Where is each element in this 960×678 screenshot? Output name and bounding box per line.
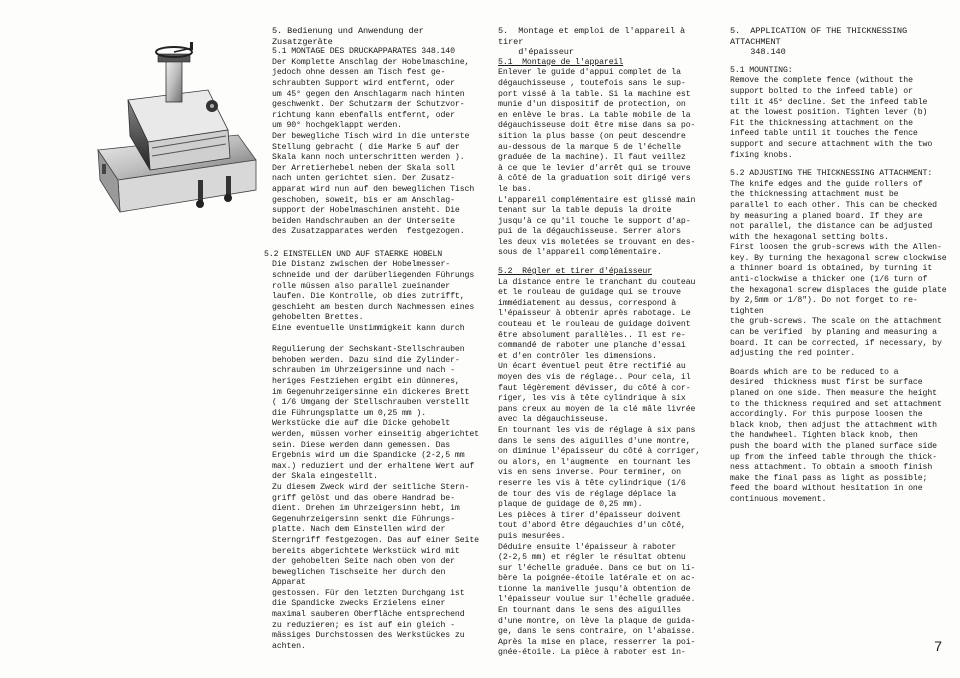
french-column: [498, 26, 713, 659]
english-section-5-2-title: 5.2 ADJUSTING THE THICKNESSING ATTACHMENT:: [730, 169, 933, 179]
german-section-5-2-title: 5.2 EINSTELLEN UND AUF STAERKE HOBELN: [264, 249, 443, 259]
english-section-5-2-body: The knife edges and the guide rollers of the thicknessing attachment must be parallel to each other. This can be checked by measuring a planed board. If they are not parallel, the distance can be adjusted with the hexagonal setting bolts. First loosen the grub-screws with the Allen- key. By turning the hexagonal screw clockwise a thinner board is obtained, by turning it anti-clockwise a thicker one (1/6 turn of the hexagonal screw displaces the guide plate by 2,5mm or 1/8"). Do not forget to re-tighten the grub-screws. The scale on the attachment can be verified by planing and measuring a board. It can be corrected, if necessary, by adjusting the red pointer.: [730, 179, 947, 359]
german-section-5-1-body: Der Komplette Anschlag der Hobelmaschine, jedoch ohne dessen am Tisch fest ge- schraubten Support wird entfernt, oder um 45° gegen den Anschlagarm nach hinten geschwenkt. Der Schutzarm der Schutzvor- richtung kann ebenfalls entfernt, oder um 90° hochgeklappt werden. Der bewegliche Tisch wird in die unterste Stellung gebracht ( die Marke 5 auf der Skala kann noch unterschritten werden ). Der Arretierhebel neben der Skala soll nach unten gerichtet sien. Der Zusatz- apparat wird nun auf den beweglichen Tisch geschoben, soweit, bis er am Anschlag- support der Hobelmaschinen ansteht. Die beiden Handschrauben an der Unterseite des Zusatzapparates werden festgezogen.: [272, 57, 475, 237]
thicknessing-attachment-photo: [88, 40, 258, 215]
english-section-5-1-title: 5.1 MOUNTING:: [730, 65, 793, 75]
german-section-5-1-title: 5.1 MONTAGE DES DRUCKAPPARATES 348.140: [272, 47, 455, 57]
french-section-5-2-body: La distance entre le tranchant du couteau et le rouleau de guidage qui se trouve immédiatement au dessus, correspond à l'épaisseur à obtenir après rabotage. Le couteau et le rouleau de guidage doivent être absolument parallèles.. Il est re- commandé de raboter une planche d'essai et d'en contrôler les dimensions. Un écart éventuel peut être rectifié au moyen des vis de réglage.. Pour cela, il faut légèrement dévisser, du côté à cor- riger, les vis à tête cylindrique à six pans creux au moyen de la clé mâle livrée avec la dégauchisseuse. En tournant les vis de réglage à six pans dans le sens des aiguilles d'une montre, on diminue l'épaisseur du côté à corriger, ou alors, en l'augmente en tournant les vis en sens inverse. Pour terminer, on reserre les vis à tête cylindrique (1/6 de tour des vis de réglage déplace la plaque de guidage de 0,25 mm). Les pièces à tirer d'épaisseur doivent tout d'abord être dégauchies d'un côté, puis mesurées. Déduire ensuite l'épaisseur à raboter (2-2,5 mm) et régler le résultat obtenu sur l'échelle graduée. Dans ce but on li- bère la poignée-étoile latérale et on ac- tionne la manivelle jusqu'à obtention de l'épaisseur voulue sur l'échelle graduée. En tournant dans le sens des aiguilles d'une montre, on lève la plaque de guida- ge, dans le sens contraire, on l'abaisse. Après la mise en place, resserrer la poi- gnée-étoile. La pièce à raboter est in-: [498, 277, 701, 658]
german-heading: 5. Bedienung und Anwendung der Zusatzgeräte: [272, 26, 429, 47]
german-column: [264, 26, 482, 652]
french-section-5-1-title: 5.1 Montage de l'appareil: [498, 57, 624, 67]
french-section-5-2-title: 5.2 Régler et tirer d'épaisseur: [498, 267, 653, 277]
german-section-5-2-body: Die Distanz zwischen der Hobelmesser- schneide und der darüberliegenden Führungs rolle müssen also parallel zueinander laufen. Die Kontrolle, ob dies zutrifft, geschieht am besten durch Nachmessen eines gehobelten Brettes. Eine eventuelle Unstimmigkeit kann durch Regulierung der Sechskant-Stellschrauben behoben werden. Dazu sind die Zylinder- schrauben im Uhrzeigersinne und nach - heriges Festziehen ergibt ein dünneres, im Gegenuhrzeigersinne ein dickeres Brett ( 1/6 Umgang der Stellschrauben verstellt die Führungsplatte um 0,25 mm ). Werkstücke die auf die Dicke gehobelt werden, müssen vorher einseitig abgerichtet sein. Diese werden dann gemessen. Das Ergebnis wird um die Spandicke (2-2,5 mm max.) reduziert und der erhaltene Wert auf der Skala eingestellt. Zu diesem Zweck wird der seitliche Stern- griff gelöst und das obere Handrad be- dient. Drehen im Uhrzeigersinn hebt, im Gegenuhrzeigersinn senkt die Führungs- platte. Nach dem Einstellen wird der Sterngriff festgezogen. Das auf einer Seite bereits abgerichtete Werkstück wird mit der gehobelten Seite nach oben von der beweglichen Tischseite her durch den Apparat gestossen. Für den letzten Durchgang ist die Spandicke zwecks Erzielens einer maximal sauberen Oberfläche entsprechend zu reduzieren; es ist auf ein gleich - mässiges Durchstossen des Werkstückes zu achten.: [272, 260, 479, 651]
english-section-5-1-body: Remove the complete fence (without the support bolted to the infeed table) or tilt it 45° decline. Set the infeed table at the lowest position. Tighten lever (b) Fit the thicknessing attachment on the infeed table until it touches the fence support and secure attachment with the two fixing knobs.: [730, 76, 933, 160]
french-section-5-1-body: Enlever le guide d'appui complet de la dégauchisseuse , toutefois sans le sup- port vissé à la table. Si la machine est munie d'un dispositif de protection, on en enlève le bras. La table mobile de la dégauchisseuse doit être mise dans sa po- sition la plus basse (on peut descendre au-dessous de la marque 5 de l'échelle graduée de la machine). Il faut veillez à ce que le levier d'arrêt qui se trouve à côté de la graduation soit dirigé vers le bas. L'appareil complémentaire est glissé main tenant sur la table depuis la droite jusqu'à ce qu'il touche le support d'ap- pui de la dégauchisseuse. Serrer alors les deux vis moletées se trouvant en des- sous de l'appareil complémentaire.: [498, 68, 696, 258]
english-heading: 5. APPLICATION OF THE THICKNESSING ATTACHMENT 348.140: [730, 26, 907, 58]
page-number: 7: [934, 638, 942, 654]
english-column: [730, 26, 950, 506]
english-section-5-2-body-continued: Boards which are to be reduced to a desired thickness must first be surface planed on one side. Then measure the height to the thickness required and set attachment accordingly. For this purpose loosen the black knob, then adjust the attachment with the handwheel. Tighten black knob, then push the board with the planed surface side up from the infeed table through the thick- ness attachment. To obtain a smooth finish make the final pass as light as possible; feed the board without hesitation in one continuous movement.: [730, 367, 942, 504]
french-heading: 5. Montage et emploi de l'appareil à tirer d'épaisseur: [498, 26, 686, 58]
